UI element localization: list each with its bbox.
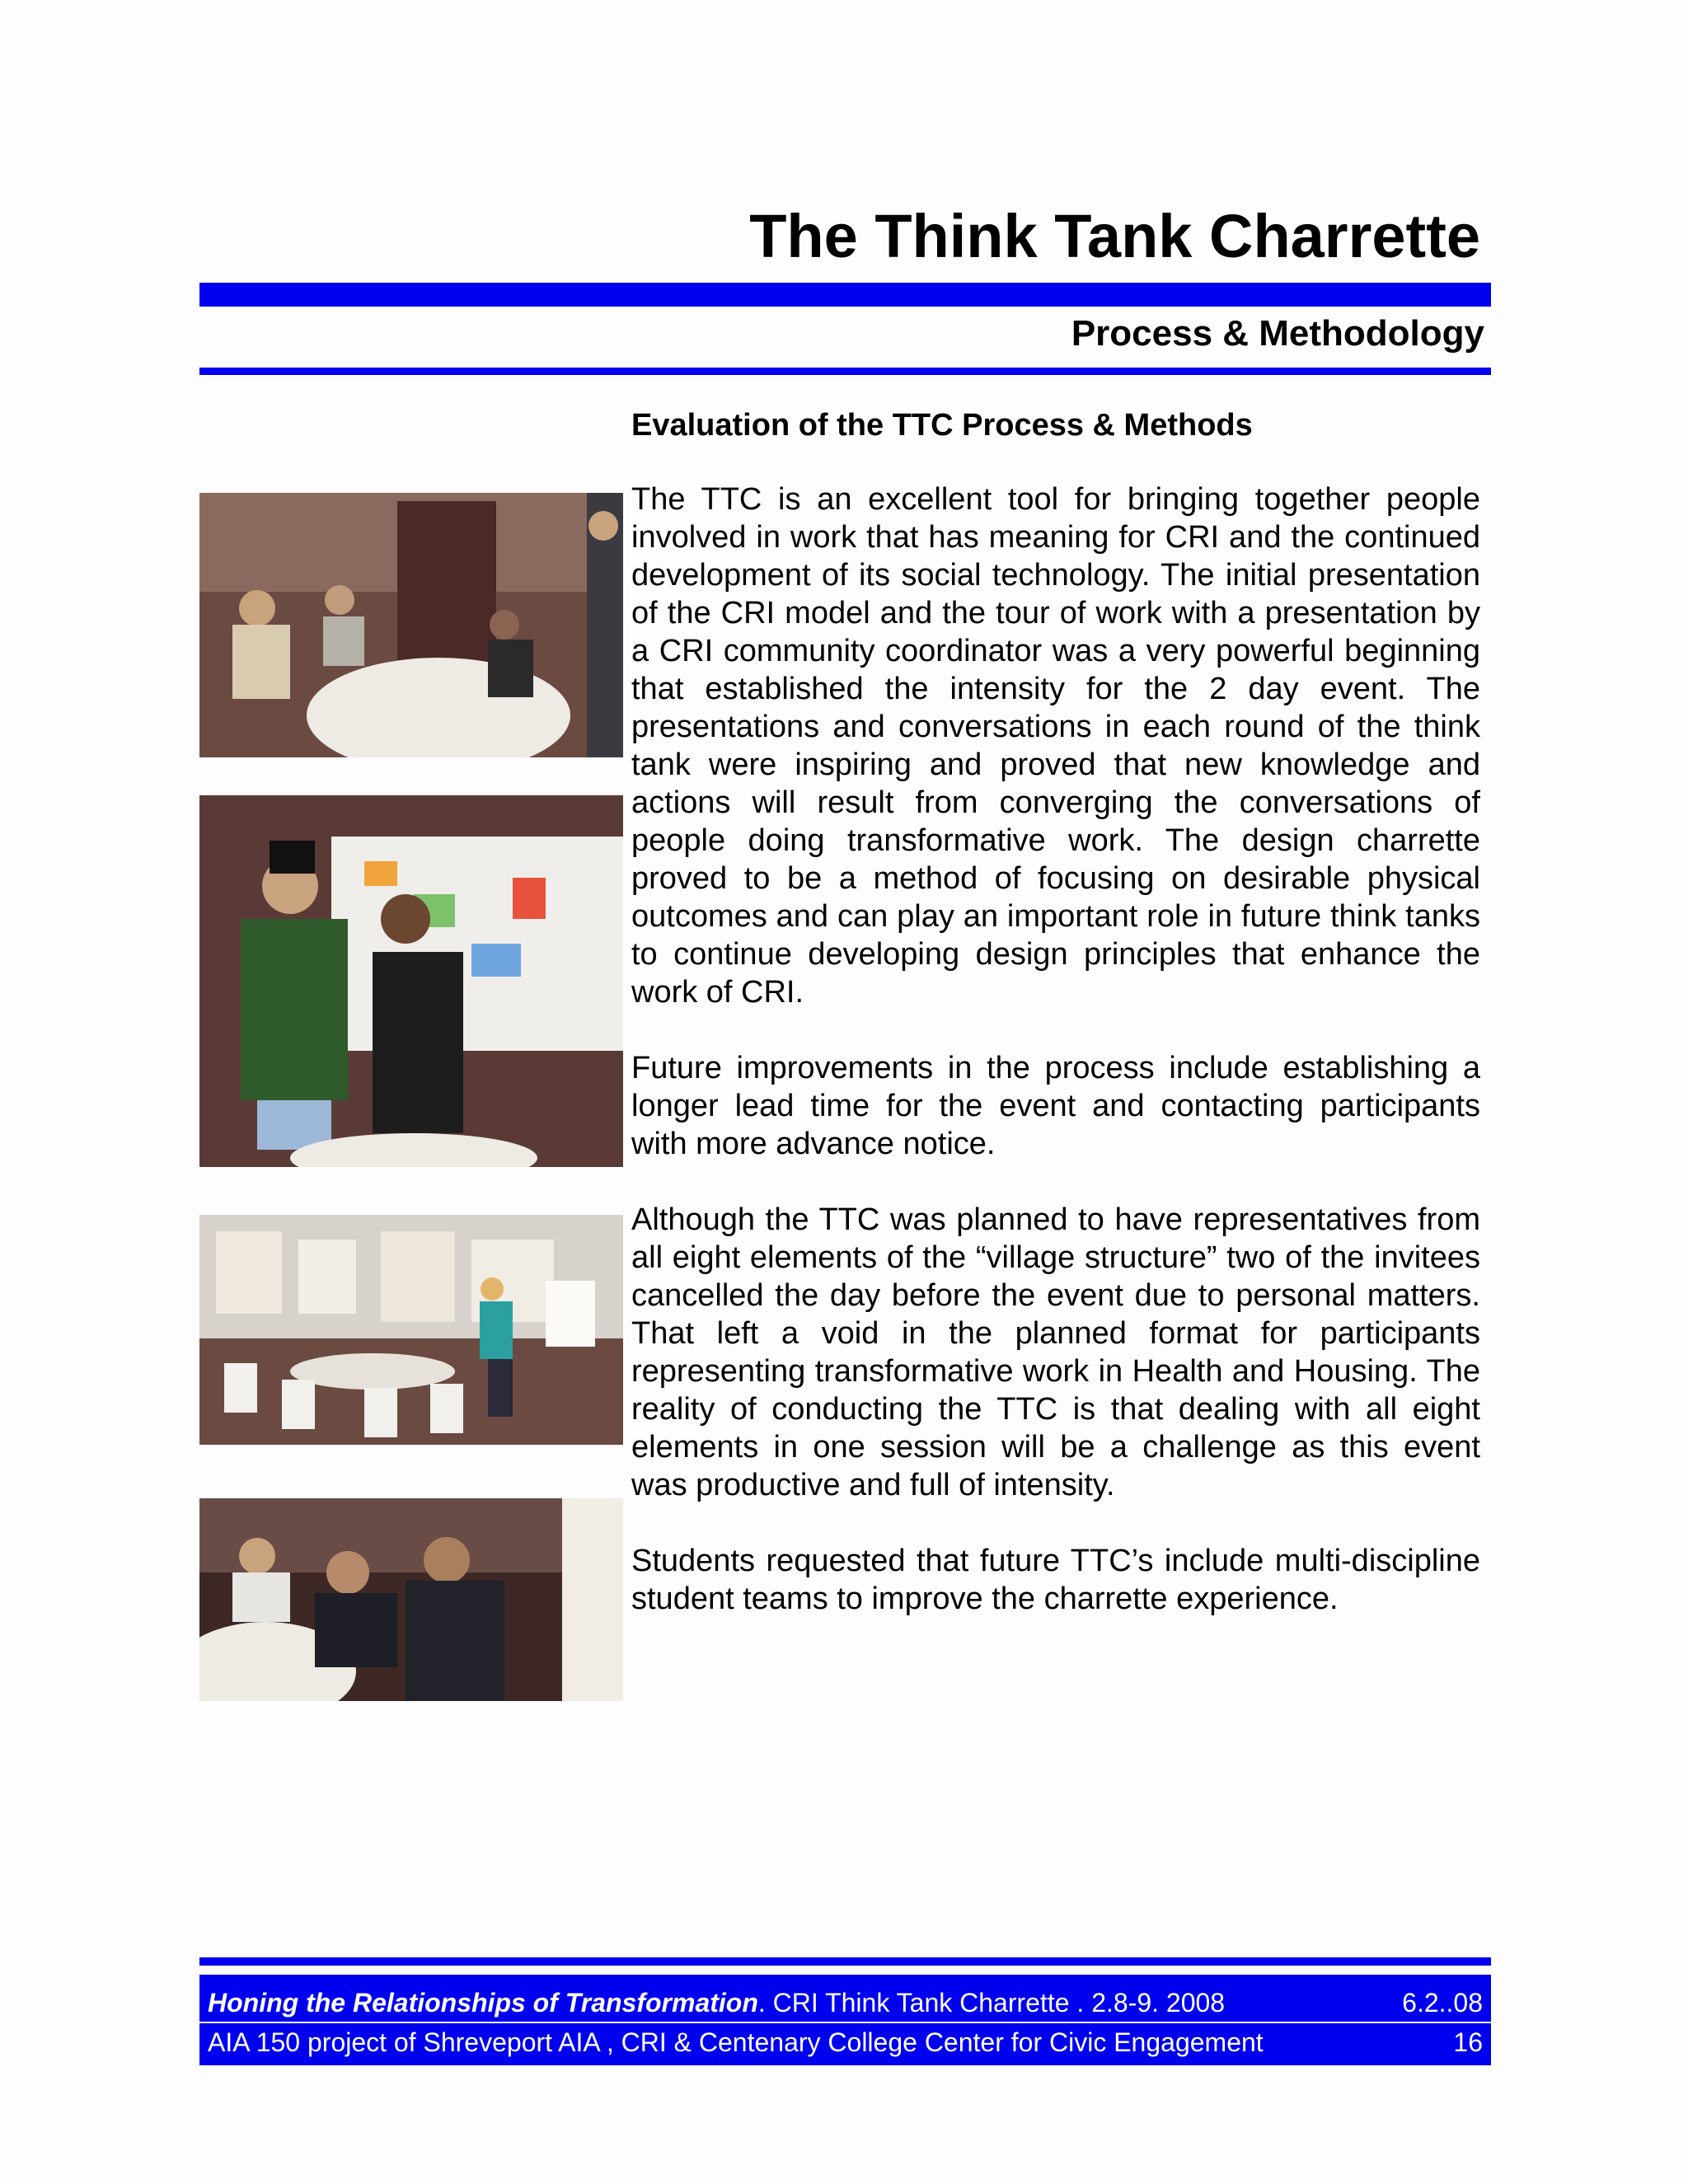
page-title: The Think Tank Charrette xyxy=(749,202,1480,270)
body-text xyxy=(631,480,1480,1656)
page-number: 16 xyxy=(1453,2027,1483,2057)
body-paragraph: Students requested that future TTC’s include multi-discipline student teams to improve the charrette experience. xyxy=(631,1544,1480,1616)
title-rule xyxy=(199,283,1491,307)
page-subtitle: Process & Methodology xyxy=(1071,313,1484,354)
photo-meeting-room xyxy=(199,1215,623,1445)
publication-title: Honing the Relationships of Transformation xyxy=(208,1988,758,2018)
footer-credits: AIA 150 project of Shreveport AIA , CRI & Centenary College Center for Civic Engagement xyxy=(208,2027,1264,2057)
footer-row-publication xyxy=(208,1990,1483,2016)
publication-details: . CRI Think Tank Charrette . 2.8-9. 2008 xyxy=(757,1988,1226,2018)
photo-round-table-discussion xyxy=(199,493,623,757)
section-heading: Evaluation of the TTC Process & Methods xyxy=(631,408,1253,443)
footer-divider xyxy=(199,2022,1491,2023)
footer-rule xyxy=(199,1957,1491,1966)
footer-row-credits xyxy=(208,2029,1483,2055)
photo-design-charrette xyxy=(199,795,623,1167)
page-footer xyxy=(199,1975,1491,2065)
footer-date: 6.2..08 xyxy=(1402,1988,1483,2018)
body-paragraph: Although the TTC was planned to have representatives from all eight elements of the “village structure” two of the invitees cancelled the day before the event due to personal matters. That left a void in the planned format for participants representing transformative work in Health and Housing. The reality of conducting the TTC is that dealing with all eight elements in one session will be a challenge as this event was productive and full of intensity. xyxy=(631,1202,1480,1502)
body-paragraph: Future improvements in the process include establishing a longer lead time for the event and contacting participants with more advance notice. xyxy=(631,1051,1480,1161)
subtitle-rule xyxy=(199,368,1491,375)
photo-table-listening xyxy=(199,1498,623,1701)
body-paragraph: The TTC is an excellent tool for bringing together people involved in work that has meaning for CRI and the continued development of its social technology. The initial presentation of the CRI model and the tour of work with a presentation by a CRI community coordinator was a very powerful beginning that established the intensity for the 2 day event. The presentations and conversations in each round of the think tank were inspiring and proved that new knowledge and actions will result from converging the conversations of people doing transformative work. The design charrette proved to be a method of focusing on desirable physical outcomes and can play an important role in future think tanks to continue developing design principles that enhance the work of CRI. xyxy=(631,482,1480,1010)
